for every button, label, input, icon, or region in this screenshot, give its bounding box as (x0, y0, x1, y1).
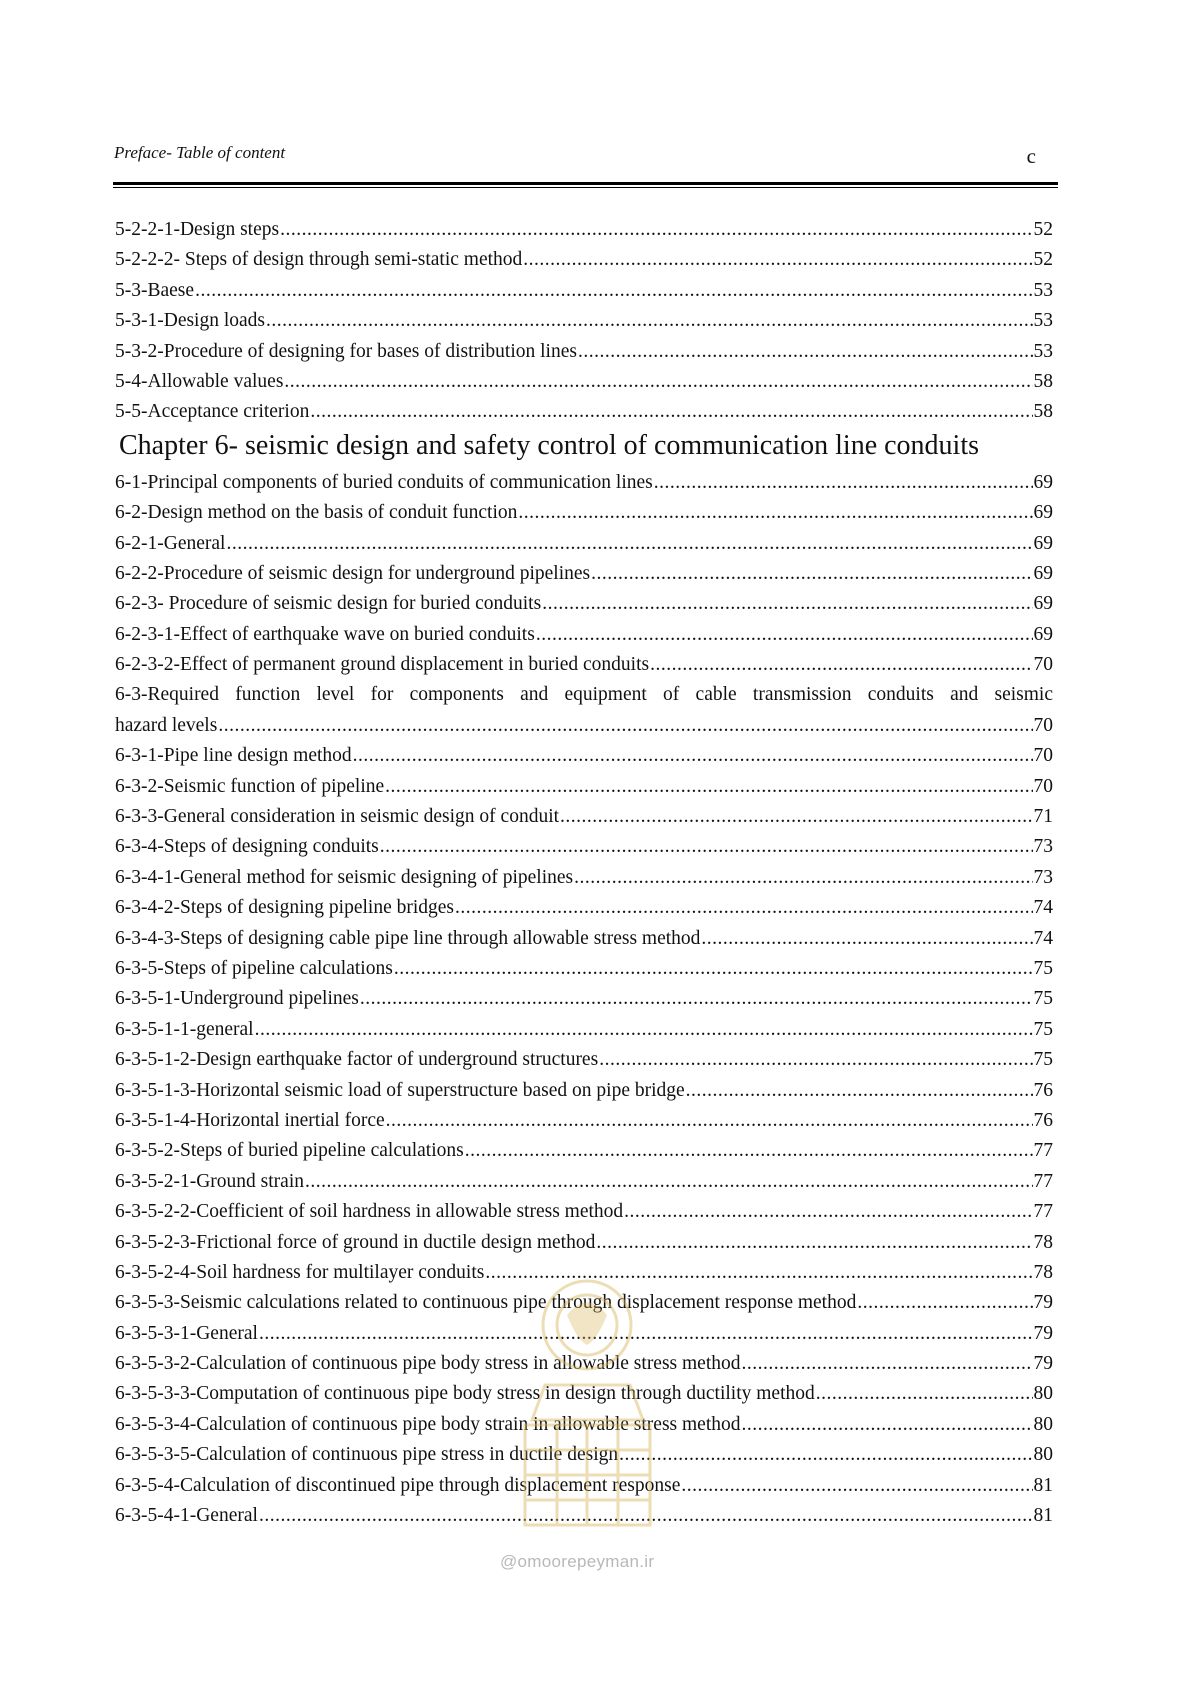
toc-entry-title: 6-3-4-1-General method for seismic designing of pipelines (115, 866, 574, 888)
toc-entry-page: 79 (1033, 1322, 1053, 1344)
toc-entry-page: 53 (1033, 279, 1053, 301)
toc-entry-title: 6-3-4-2-Steps of designing pipeline bridges (115, 897, 455, 919)
toc-entry[interactable] (115, 1106, 1053, 1136)
toc-entry[interactable] (115, 772, 1053, 802)
toc-entry[interactable] (115, 924, 1053, 954)
toc-entry-page: 70 (1033, 714, 1053, 736)
toc-entry[interactable] (115, 498, 1053, 528)
toc-entry-title: 6-2-1-General (115, 532, 226, 554)
toc-leader-dots (857, 1288, 1032, 1318)
toc-leader-dots (560, 802, 1032, 832)
toc-entry-page: 80 (1033, 1383, 1053, 1405)
toc-leader-dots (701, 924, 1032, 954)
toc-entry-page: 53 (1033, 340, 1053, 362)
toc-entry-title: 5-3-Baese (115, 279, 195, 301)
toc-entry-title: 5-3-2-Procedure of designing for bases of distribution lines (115, 340, 577, 362)
toc-entry-title: 6-3-5-4-Calculation of discontinued pipe through displacement response (115, 1474, 681, 1496)
toc-entry-page: 75 (1033, 988, 1053, 1010)
toc-entry-title: 6-3-5-3-Seismic calculations related to continuous pipe through displacement response method (115, 1292, 857, 1314)
toc-entry-title: 6-3-5-2-3-Frictional force of ground in ductile design method (115, 1231, 596, 1253)
header-rule-thick (113, 182, 1058, 185)
toc-entry-page: 73 (1033, 866, 1053, 888)
toc-entry[interactable] (115, 468, 1053, 498)
toc-entry-title: 6-3-4-3-Steps of designing cable pipe line through allowable stress method (115, 927, 701, 949)
toc-entry[interactable] (115, 559, 1053, 589)
toc-entry[interactable] (115, 832, 1053, 862)
toc-leader-dots (465, 1136, 1033, 1166)
toc-entry-wrapped-line2[interactable] (115, 711, 1053, 741)
toc-entry-page: 52 (1033, 249, 1053, 271)
toc-entry-title: 6-3-1-Pipe line design method (115, 745, 352, 767)
toc-entry[interactable] (115, 863, 1053, 893)
toc-leader-dots (353, 741, 1033, 771)
toc-entry-title: 6-2-3- Procedure of seismic design for buried conduits (115, 593, 542, 615)
toc-leader-dots (542, 589, 1032, 619)
toc-entry[interactable] (115, 893, 1053, 923)
toc-leader-dots (385, 772, 1032, 802)
toc-entry-page: 76 (1033, 1079, 1053, 1101)
toc-entry[interactable] (115, 276, 1053, 306)
toc-entry[interactable] (115, 215, 1053, 245)
toc-entry-page: 81 (1033, 1505, 1053, 1527)
toc-entry[interactable] (115, 1045, 1053, 1075)
toc-entry-title: 6-3-5-1-4-Horizontal inertial force (115, 1109, 385, 1131)
toc-entry-title: 6-3-5-2-2-Coefficient of soil hardness in allowable stress method (115, 1201, 624, 1223)
toc-entry[interactable] (115, 1197, 1053, 1227)
toc-leader-dots (816, 1379, 1033, 1409)
toc-entry-title: 5-3-1-Design loads (115, 310, 266, 332)
toc-entry-title: 6-3-5-4-1-General (115, 1505, 258, 1527)
toc-entry-page: 70 (1033, 775, 1053, 797)
toc-entry-page: 74 (1033, 897, 1053, 919)
toc-entry-title: 6-2-Design method on the basis of conduit function (115, 502, 518, 524)
toc-entry-title: 5-5-Acceptance criterion (115, 401, 310, 423)
toc-entry-title: 6-3-5-3-1-General (115, 1322, 258, 1344)
toc-entry-title: 6-3-5-1-2-Design earthquake factor of underground structures (115, 1049, 599, 1071)
toc-entry-page: 69 (1033, 502, 1053, 524)
chapter-heading: Chapter 6- seismic design and safety control of communication line conduits (119, 429, 980, 461)
toc-entry[interactable] (115, 529, 1053, 559)
toc-entry-title: 6-2-2-Procedure of seismic design for underground pipelines (115, 562, 591, 584)
toc-entry-page: 75 (1033, 957, 1053, 979)
toc-leader-dots (654, 468, 1033, 498)
toc-leader-dots (591, 559, 1032, 589)
toc-entry[interactable] (115, 954, 1053, 984)
toc-entry-title: 6-3-5-1-3-Horizontal seismic load of superstructure based on pipe bridge (115, 1079, 685, 1101)
toc-entry-title: 6-2-3-2-Effect of permanent ground displacement in buried conduits (115, 654, 650, 676)
toc-entry[interactable] (115, 741, 1053, 771)
toc-entry-title: 6-3-5-1-1-general (115, 1018, 254, 1040)
toc-entry-page: 69 (1033, 562, 1053, 584)
toc-entry-page: 80 (1033, 1444, 1053, 1466)
toc-entry[interactable] (115, 367, 1053, 397)
toc-leader-dots (523, 245, 1032, 275)
toc-entry-page: 69 (1033, 623, 1053, 645)
toc-entry-title: 6-3-4-Steps of designing conduits (115, 836, 379, 858)
toc-entry[interactable] (115, 1015, 1053, 1045)
toc-leader-dots (280, 215, 1032, 245)
toc-entry[interactable] (115, 620, 1053, 650)
toc-entry[interactable] (115, 397, 1053, 427)
toc-entry-title: 6-3-5-2-1-Ground strain (115, 1170, 304, 1192)
toc-entry-page: 77 (1033, 1201, 1053, 1223)
toc-entry-page: 77 (1033, 1140, 1053, 1162)
toc-entry-page: 71 (1033, 806, 1053, 828)
toc-entry-page: 79 (1033, 1292, 1053, 1314)
watermark-text: @omoorepeyman.ir (500, 1552, 655, 1571)
toc-entry-title: 6-3-3-General consideration in seismic design of conduit (115, 806, 560, 828)
toc-section-chapter-5 (115, 215, 1053, 428)
toc-entry[interactable] (115, 650, 1053, 680)
toc-entry-title: 6-3-5-3-4-Calculation of continuous pipe body strain in allowable stress method (115, 1413, 741, 1435)
toc-entry-title: 6-3-5-Steps of pipeline calculations (115, 957, 393, 979)
toc-entry[interactable] (115, 1076, 1053, 1106)
toc-entry-title: 6-2-3-1-Effect of earthquake wave on buried conduits (115, 623, 535, 645)
toc-entry[interactable] (115, 306, 1053, 336)
toc-entry-title: 6-3-5-3-5-Calculation of continuous pipe stress in ductile design (115, 1444, 619, 1466)
toc-entry-title: 6-3-5-3-2-Calculation of continuous pipe body stress in allowable stress method (115, 1353, 741, 1375)
toc-leader-dots (284, 367, 1032, 397)
toc-leader-dots (455, 893, 1032, 923)
toc-entry-page: 80 (1033, 1413, 1053, 1435)
header-title: Preface- Table of content (114, 143, 286, 162)
toc-leader-dots (195, 276, 1032, 306)
toc-entry-title: 5-2-2-1-Design steps (115, 219, 280, 240)
toc-entry-title: 5-2-2-2- Steps of design through semi-static method (115, 249, 523, 271)
toc-entry-page: 69 (1033, 471, 1053, 493)
toc-leader-dots (394, 954, 1033, 984)
toc-entry-title: hazard levels (115, 714, 218, 736)
toc-entry-page: 81 (1033, 1474, 1053, 1496)
toc-entry[interactable] (115, 589, 1053, 619)
toc-entry-page: 52 (1033, 219, 1053, 240)
toc-entry-page: 58 (1033, 370, 1053, 392)
toc-entry-title: 6-3-5-2-4-Soil hardness for multilayer conduits (115, 1261, 485, 1283)
toc-entry-page: 58 (1033, 401, 1053, 423)
toc-entry[interactable] (115, 1136, 1053, 1166)
toc-entry-title: 6-3-5-3-3-Computation of continuous pipe body stress in design through ductility method (115, 1383, 815, 1405)
toc-entry-page: 69 (1033, 532, 1053, 554)
toc-leader-dots (536, 620, 1033, 650)
toc-leader-dots (578, 337, 1033, 367)
toc-leader-dots (380, 832, 1033, 862)
page-number: c (1026, 144, 1036, 168)
toc-entry-title: 6-3-2-Seismic function of pipeline (115, 775, 385, 797)
watermark-logo-icon (485, 1245, 690, 1545)
toc-entry-page: 78 (1033, 1261, 1053, 1283)
toc-entry-title: 6-3-5-2-Steps of buried pipeline calculations (115, 1140, 464, 1162)
toc-entry-page: 77 (1033, 1170, 1053, 1192)
toc-entry-title: 6-3-5-1-Underground pipelines (115, 988, 359, 1010)
toc-leader-dots (574, 863, 1032, 893)
toc-leader-dots (255, 1015, 1033, 1045)
toc-entry-page: 73 (1033, 836, 1053, 858)
toc-entry-page: 75 (1033, 1018, 1053, 1040)
toc-leader-dots (599, 1045, 1032, 1075)
toc-entry-page: 75 (1033, 1049, 1053, 1071)
toc-entry[interactable] (115, 245, 1053, 275)
toc-leader-dots (624, 1197, 1032, 1227)
toc-entry[interactable] (115, 337, 1053, 367)
header-rule-thin (113, 187, 1058, 188)
toc-entry-page: 70 (1033, 745, 1053, 767)
toc-entry[interactable] (115, 1167, 1053, 1197)
toc-entry[interactable] (115, 984, 1053, 1014)
toc-section-chapter-6-part-1 (115, 468, 1053, 681)
toc-leader-dots (518, 498, 1032, 528)
toc-entry-page: 53 (1033, 310, 1053, 332)
toc-entry-page: 69 (1033, 593, 1053, 615)
toc-entry-page: 70 (1033, 654, 1053, 676)
toc-leader-dots (686, 1076, 1033, 1106)
page-header (114, 140, 1050, 180)
toc-entry-page: 74 (1033, 927, 1053, 949)
toc-leader-dots (360, 984, 1033, 1014)
toc-leader-dots (650, 650, 1032, 680)
toc-leader-dots (218, 711, 1032, 741)
toc-entry-wrapped-line1[interactable]: 6-3-Required function level for components and equipment of cable transmission conduits and seismic (115, 684, 1053, 706)
toc-leader-dots (226, 529, 1032, 559)
toc-leader-dots (742, 1349, 1033, 1379)
toc-leader-dots (681, 1471, 1032, 1501)
toc-entry-page: 79 (1033, 1353, 1053, 1375)
toc-entry[interactable] (115, 802, 1053, 832)
toc-entry-title: 5-4-Allowable values (115, 370, 284, 392)
toc-leader-dots (266, 306, 1032, 336)
toc-leader-dots (742, 1410, 1033, 1440)
toc-entry-page: 78 (1033, 1231, 1053, 1253)
toc-leader-dots (305, 1167, 1033, 1197)
toc-leader-dots (310, 397, 1032, 427)
toc-entry-title: 6-1-Principal components of buried conduits of communication lines (115, 471, 653, 493)
toc-leader-dots (386, 1106, 1033, 1136)
toc-entry-page: 76 (1033, 1109, 1053, 1131)
